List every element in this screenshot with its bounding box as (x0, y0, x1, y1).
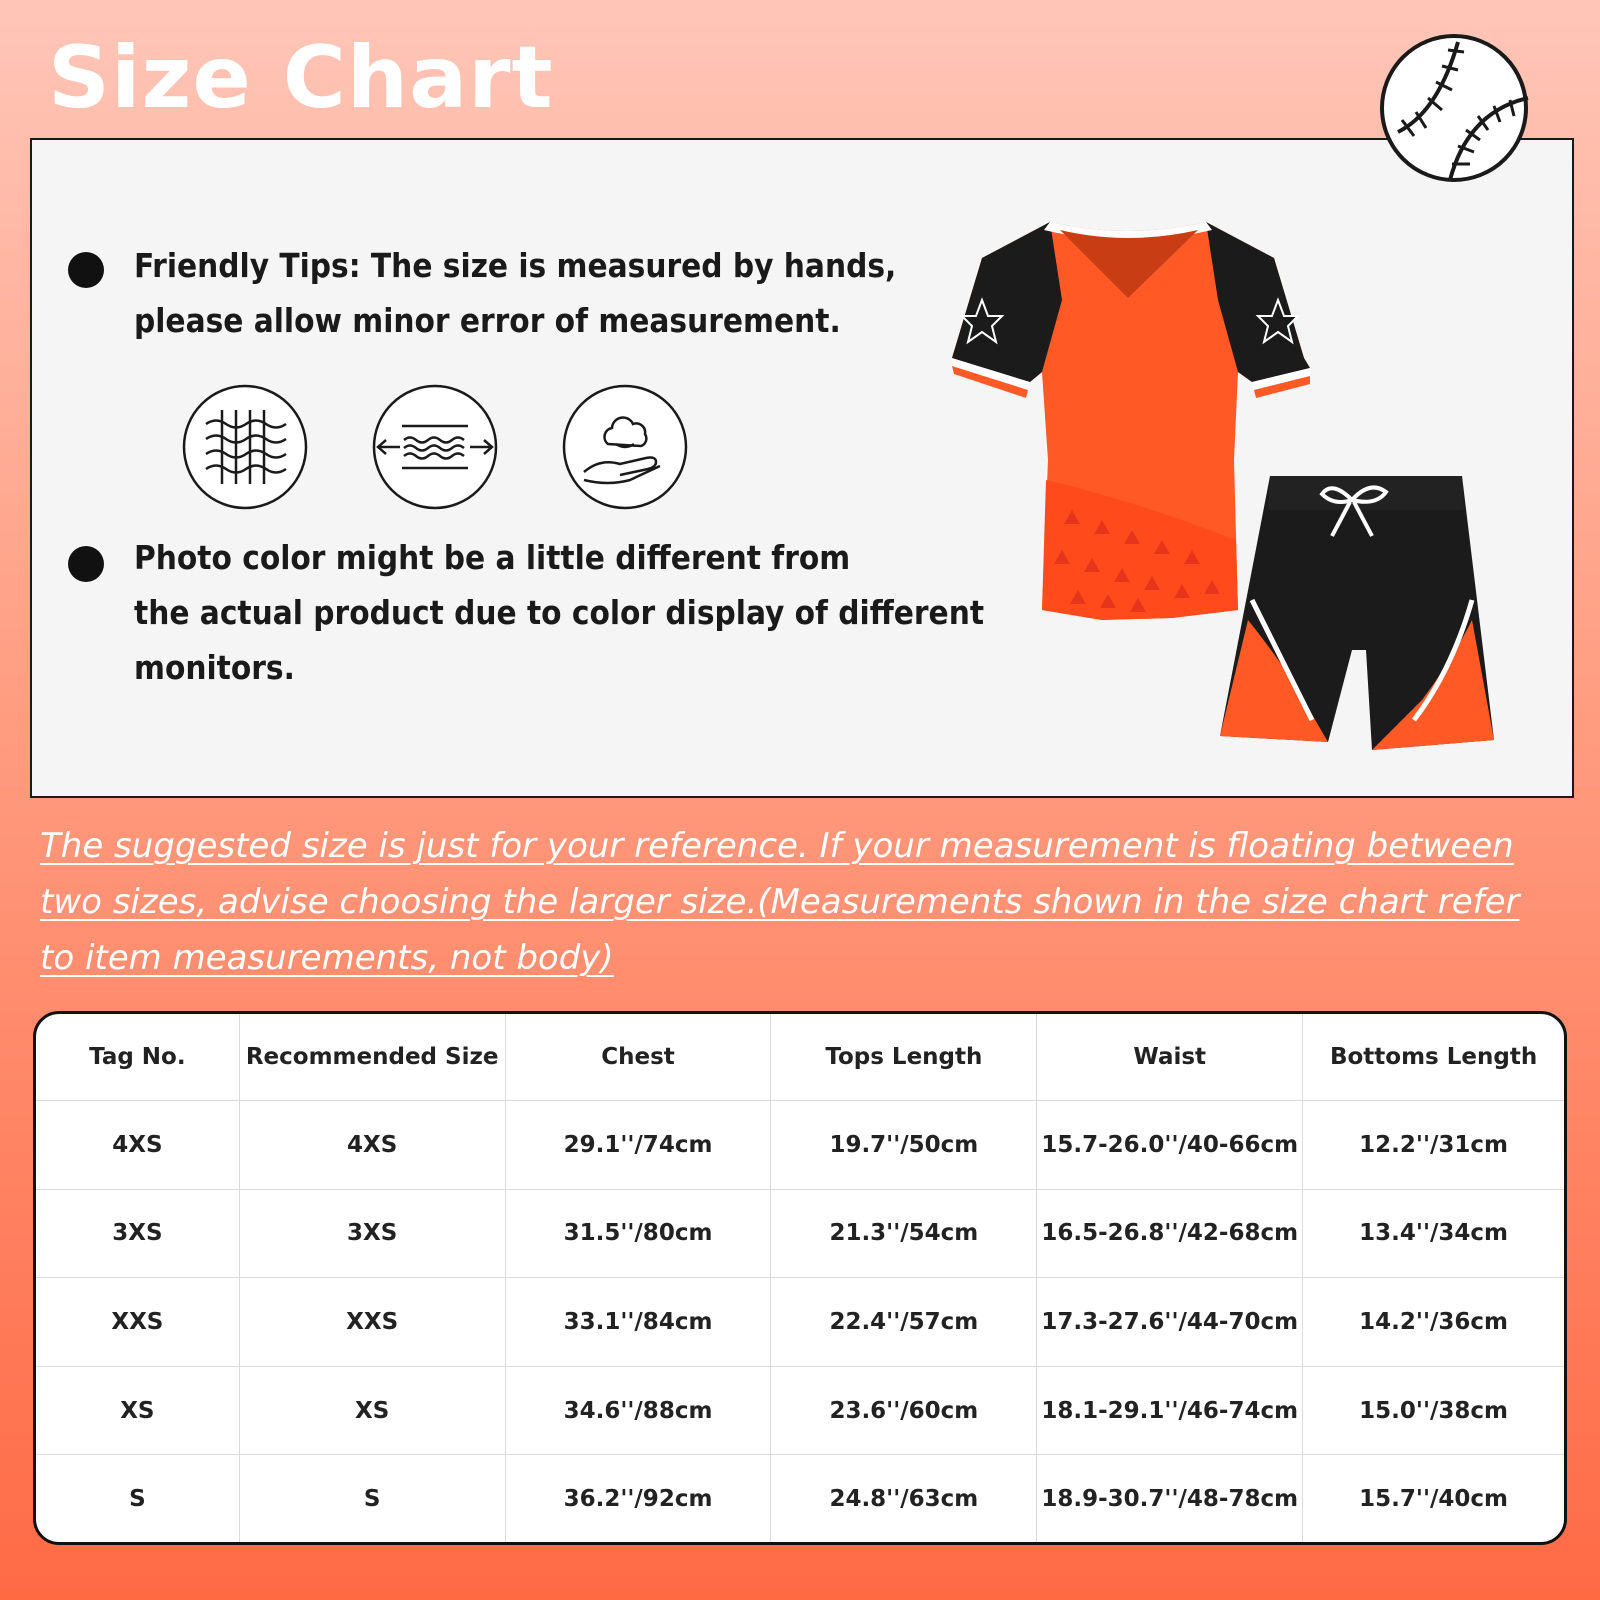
cell-bottoms-length: 14.2''/36cm (1303, 1278, 1564, 1367)
header-tag-no: Tag No. (36, 1014, 239, 1101)
cell-bottoms-length: 15.7''/40cm (1303, 1455, 1564, 1542)
tip-measurement-line: please allow minor error of measurement. (134, 301, 841, 340)
cell-tops-length: 24.8''/63cm (771, 1455, 1037, 1542)
table-row (36, 1455, 1564, 1542)
cell-tops-length: 23.6''/60cm (771, 1366, 1037, 1455)
cell-tops-length: 19.7''/50cm (771, 1101, 1037, 1190)
cell-chest: 34.6''/88cm (505, 1366, 771, 1455)
cell-tag-no: XS (36, 1366, 239, 1455)
tip-photo-color (134, 530, 984, 695)
header-chest: Chest (505, 1014, 771, 1101)
cell-waist: 18.9-30.7''/48-78cm (1037, 1455, 1303, 1542)
cell-bottoms-length: 15.0''/38cm (1303, 1366, 1564, 1455)
cell-tops-length: 21.3''/54cm (771, 1189, 1037, 1278)
cell-bottoms-length: 12.2''/31cm (1303, 1101, 1564, 1190)
header-waist: Waist (1037, 1014, 1303, 1101)
cell-waist: 18.1-29.1''/46-74cm (1037, 1366, 1303, 1455)
cell-recommended-size: 3XS (239, 1189, 505, 1278)
table-row (36, 1278, 1564, 1367)
size-note (40, 818, 1570, 986)
header-recommended-size: Recommended Size (239, 1014, 505, 1101)
table-row (36, 1366, 1564, 1455)
size-note-line: The suggested size is just for your reference. If your measurement is floating between (40, 826, 1514, 866)
stretch-fabric-icon (372, 384, 498, 510)
size-note-line: to item measurements, not body) (40, 938, 614, 978)
page-title: Size Chart (48, 28, 554, 128)
cell-bottoms-length: 13.4''/34cm (1303, 1189, 1564, 1278)
info-panel (30, 138, 1574, 798)
cell-recommended-size: XS (239, 1366, 505, 1455)
bullet-dot (68, 546, 104, 582)
cell-tag-no: XXS (36, 1278, 239, 1367)
tip-photo-color-line: Photo color might be a little different from (134, 538, 851, 577)
cell-tops-length: 22.4''/57cm (771, 1278, 1037, 1367)
table-header-row (36, 1014, 1564, 1101)
header-tops-length: Tops Length (771, 1014, 1037, 1101)
shorts (1220, 476, 1494, 750)
size-table (33, 1011, 1567, 1545)
header-bottoms-length: Bottoms Length (1303, 1014, 1564, 1101)
bullet-dot (68, 252, 104, 288)
tip-measurement-line: Friendly Tips: The size is measured by hands, (134, 246, 897, 285)
cell-recommended-size: XXS (239, 1278, 505, 1367)
tip-measurement (134, 238, 896, 348)
cell-recommended-size: S (239, 1455, 505, 1542)
cell-chest: 31.5''/80cm (505, 1189, 771, 1278)
cell-tag-no: S (36, 1455, 239, 1542)
mesh-fabric-icon (182, 384, 308, 510)
size-note-line: two sizes, advise choosing the larger size.(Measurements shown in the size chart refer (40, 882, 1520, 922)
cell-waist: 15.7-26.0''/40-66cm (1037, 1101, 1303, 1190)
cell-tag-no: 3XS (36, 1189, 239, 1278)
cell-chest: 36.2''/92cm (505, 1455, 771, 1542)
baseball-icon (1378, 32, 1530, 184)
table-row (36, 1189, 1564, 1278)
tip-photo-color-line: the actual product due to color display of different (134, 593, 985, 632)
tip-photo-color-line: monitors. (134, 648, 295, 687)
cell-waist: 16.5-26.8''/42-68cm (1037, 1189, 1303, 1278)
cell-recommended-size: 4XS (239, 1101, 505, 1190)
cell-chest: 29.1''/74cm (505, 1101, 771, 1190)
soft-cotton-icon (562, 384, 688, 510)
cell-waist: 17.3-27.6''/44-70cm (1037, 1278, 1303, 1367)
cell-tag-no: 4XS (36, 1101, 239, 1190)
product-photo (952, 180, 1562, 780)
table-row (36, 1101, 1564, 1190)
cell-chest: 33.1''/84cm (505, 1278, 771, 1367)
